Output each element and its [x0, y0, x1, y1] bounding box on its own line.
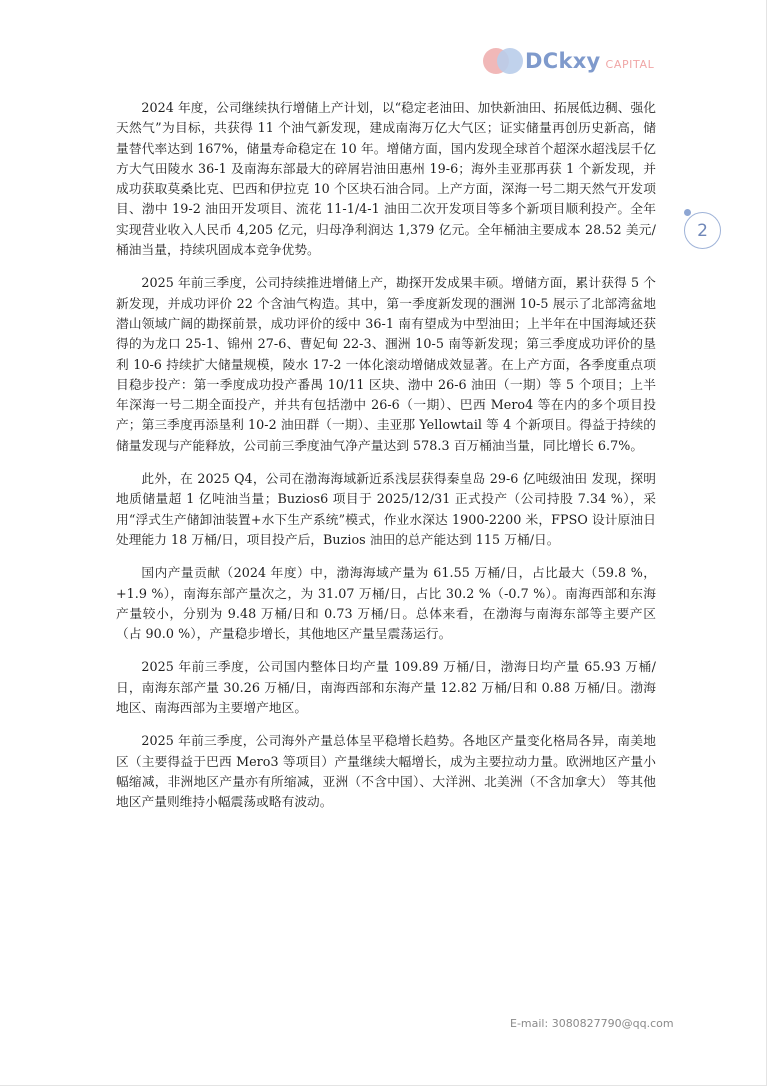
- logo-subtitle: CAPITAL: [605, 57, 655, 71]
- paragraph-overseas-2025: 2025 年前三季度，公司海外产量总体呈平稳增长趋势。各地区产量变化格局各异，南美地区（主要得益于巴西 Mero3 等项目）产量继续大幅增长，成为主要拉动力量。欧洲地区产量小幅缩减，非洲地区产量亦有所缩减，亚洲（不含中国）、大洋洲、北美洲（不含加拿大） 等其他地区产量则维持小幅震荡或略有波动。: [116, 733, 656, 810]
- page-badge-dot-icon: [684, 209, 691, 216]
- logo: [483, 44, 654, 78]
- page-number-badge: 2: [684, 212, 721, 249]
- paragraph-2025-q1-q3: 2025 年前三季度，公司持续推进增储上产，勘探开发成果丰硕。增储方面，累计获得 5 个新发现，并成功评价 22 个含油气构造。其中，第一季度新发现的涠洲 10-5 展示了北部湾盆地潜山领域广阔的勘探前景，成功评价的绥中 36-1 南有望成为中型油田；上半年在中国海域还获得的为龙口 25-1、锦州 27-6、曹妃甸 22-3、涠洲 10-5 南等新发现；第三季度成功评价的垦利 10-6 持续扩大储量规模，陵水 17-2 一体化滚动增储成效显著。在上产方面，各季度重点项目稳步投产：第一季度成功投产番禺 10/11 区块、渤中 26-6 油田（一期）等 5 个项目；上半年深海一号二期全面投产，并共有包括渤中 26-6（一期）、巴西 Mero4 等在内的多个项目投产；第三季度再添垦利 10-2 油田群（一期）、圭亚那 Yellowtail 等 4 个新项目。得益于持续的储量发现与产能释放，公司前三季度油气净产量达到 578.3 百万桶油当量，同比增长 6.7%。: [116, 275, 656, 453]
- paragraph-domestic-2024: 国内产量贡献（2024 年度）中，渤海海域产量为 61.55 万桶/日，占比最大（59.8 %，+1.9 %），南海东部产量次之，为 31.07 万桶/日，占比 30.2 %（-0.7 %）。南海西部和东海产量较小，分别为 9.48 万桶/日和 0.73 万桶/日。总体来看，在渤海与南海东部等主要产区（占 90.0 %），产量稳步增长，其他地区产量呈震荡运行。: [116, 565, 656, 642]
- logo-name: DCkxy: [525, 49, 601, 73]
- logo-mark-icon: [483, 46, 525, 76]
- paragraph-2024-overview: 2024 年度，公司继续执行增储上产计划，以“稳定老油田、加快新油田、拓展低边稠、强化天然气”为目标，共获得 11 个油气新发现，建成南海万亿大气区；证实储量再创历史新高，储量替代率达到 167%，储量寿命稳定在 10 年。增储方面，国内发现全球首个超深水超浅层千亿方大气田陵水 36-1 及南海东部最大的碎屑岩油田惠州 19-6；海外圭亚那再获 1 个新发现，并成功获取莫桑比克、巴西和伊拉克 10 个区块石油合同。上产方面，深海一号二期天然气开发项目、渤中 19-2 油田开发项目、流花 11-1/4-1 油田二次开发项目等多个新项目顺利投产。全年实现营业收入人民币 4,205 亿元，归母净利润达 1,379 亿元。全年桶油主要成本 28.52 美元/桶油当量，持续巩固成本竞争优势。: [116, 100, 656, 258]
- footer-email: E-mail: 3080827790@qq.com: [510, 1017, 674, 1030]
- paragraph-2025-q4: 此外，在 2025 Q4，公司在渤海海域新近系浅层获得秦皇岛 29-6 亿吨级油田 发现，探明地质储量超 1 亿吨油当量；Buzios6 项目于 2025/12/31 正式投产（公司持股 7.34 %），采用“浮式生产储卸油装置+水下生产系统”模式，作业水深达 1900-2200 米，FPSO 设计原油日处理能力 18 万桶/日，项目投产后，Buzios 油田的总产能达到 115 万桶/日。: [116, 471, 656, 547]
- report-body: [116, 98, 656, 826]
- paragraph-domestic-2025: 2025 年前三季度，公司国内整体日均产量 109.89 万桶/日，渤海日均产量 65.93 万桶/日，南海东部产量 30.26 万桶/日，南海西部和东海产量 12.82 万桶/日和 0.88 万桶/日。渤海地区、南海西部为主要增产地区。: [116, 659, 656, 716]
